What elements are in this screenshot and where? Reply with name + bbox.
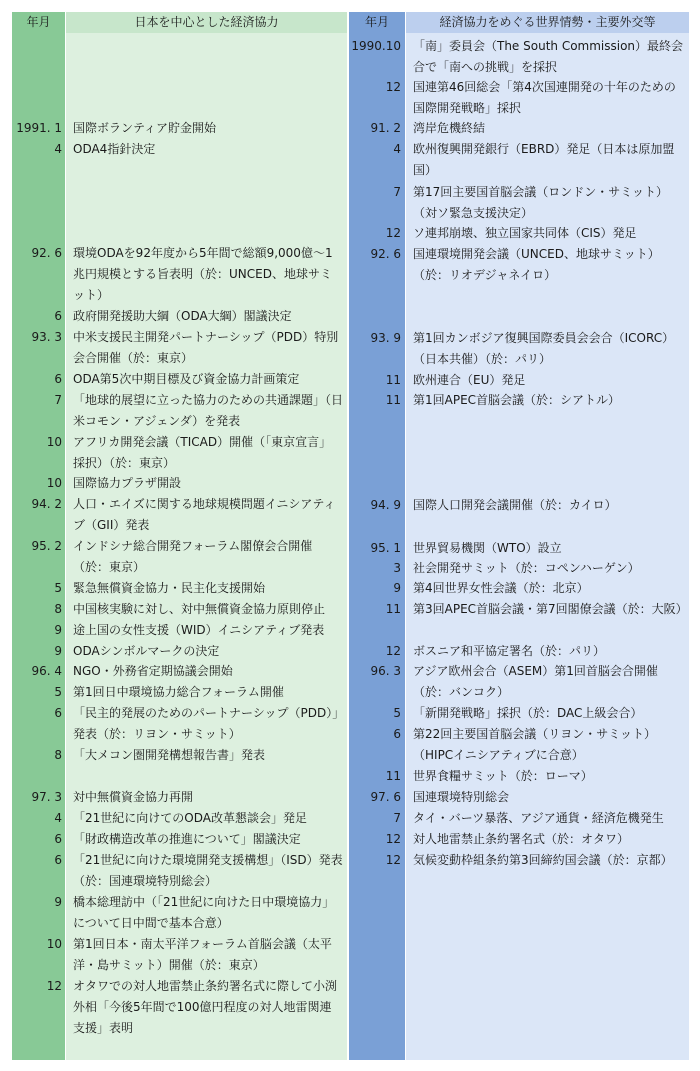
- left-event-text: オタワでの対人地雷禁止条約署名式に際して小渕外相「今後5年間で100億円程度の対人地雷関連支援」表明: [73, 979, 338, 1035]
- right-event-text: 第22回主要国首脳会議（リヨン・サミット）（HIPCイニシアティブに合意）: [413, 727, 657, 762]
- left-event-text: NGO・外務省定期協議会開始: [73, 664, 233, 678]
- right-event-text: 社会開発サミット（於：コペンハーゲン）: [413, 561, 640, 575]
- left-date-header: 年月: [12, 12, 65, 33]
- left-event-text: 第1回日本・南太平洋フォーラム首脳会議（太平洋・島サミット）開催（於：東京）: [73, 937, 332, 972]
- left-event-date: 8: [54, 602, 62, 616]
- right-event-text: 湾岸危機終結: [413, 121, 486, 135]
- right-event-text: 第17回主要国首脳会議（ロンドン・サミット）（対ソ緊急支援決定）: [413, 185, 669, 220]
- left-event-date: 96. 4: [31, 664, 62, 678]
- right-event-date: 11: [385, 373, 401, 387]
- right-event-date: 7: [393, 185, 401, 199]
- left-event-date: 1991. 1: [16, 121, 62, 135]
- right-event-date: 97. 6: [370, 790, 401, 804]
- right-event-text: 国連環境開発会議（UNCED、地球サミット）（於：リオデジャネイロ）: [413, 247, 660, 282]
- right-event-date: 11: [385, 602, 401, 616]
- left-event-text: 「財政構造改革の推進について」閣議決定: [73, 832, 301, 846]
- right-event-date: 9: [393, 581, 401, 595]
- left-event-text: 中米支援民主開発パートナーシップ（PDD）特別会合開催（於：東京）: [73, 330, 339, 365]
- right-title-header: 経済協力をめぐる世界情勢・主要外交等: [405, 12, 689, 33]
- right-event-date: 1990.10: [351, 39, 401, 53]
- left-event-date: 6: [54, 832, 62, 846]
- right-event-text: 国際人口開発会議開催（於：カイロ）: [413, 498, 617, 512]
- right-event-date: 96. 3: [370, 664, 401, 678]
- left-event-date: 9: [54, 644, 62, 658]
- right-event-text: 国連第46回総会「第4次国連開発の十年のための国際開発戦略」採択: [413, 80, 676, 115]
- left-event-date: 97. 3: [31, 790, 62, 804]
- right-event-text: 気候変動枠組条約第3回締約国会議（於：京都）: [413, 853, 673, 867]
- left-event-text: 政府開発援助大綱（ODA大綱）閣議決定: [73, 309, 292, 323]
- right-event-date: 93. 9: [370, 331, 401, 345]
- left-event-date: 10: [46, 435, 62, 449]
- right-date-column: [349, 12, 405, 1060]
- left-event-text: アフリカ開発会議（TICAD）開催（「東京宣言」採択）（於：東京）: [73, 435, 332, 470]
- left-event-date: 9: [54, 895, 62, 909]
- left-event-date: 7: [54, 393, 62, 407]
- right-event-text: 「新開発戦略」採択（於：DAC上級会合）: [413, 706, 643, 720]
- right-event-date: 7: [393, 811, 401, 825]
- left-event-date: 93. 3: [31, 330, 62, 344]
- right-event-date: 12: [385, 832, 401, 846]
- left-event-text: 「地球的展望に立った協力のための共通課題」（日米コモン・アジェンダ）を発表: [73, 393, 344, 428]
- right-event-date: 4: [393, 142, 401, 156]
- right-date-header: 年月: [349, 12, 405, 33]
- left-event-text: 対中無償資金協力再開: [73, 790, 194, 804]
- left-event-text: 第1回日中環境協力総合フォーラム開催: [73, 685, 284, 699]
- left-event-text: 「21世紀に向けてのODA改革懇談会」発足: [73, 811, 307, 825]
- right-event-text: タイ・バーツ暴落、アジア通貨・経済危機発生: [413, 811, 664, 825]
- right-event-date: 11: [385, 393, 401, 407]
- left-event-date: 5: [54, 685, 62, 699]
- left-event-date: 95. 2: [31, 539, 62, 553]
- left-event-date: 6: [54, 309, 62, 323]
- right-event-date: 12: [385, 644, 401, 658]
- left-event-text: インドシナ総合開発フォーラム閣僚会合開催（於：東京）: [73, 539, 313, 574]
- left-event-date: 8: [54, 748, 62, 762]
- right-event-text: 「南」委員会（The South Commission）最終会合で「南への挑戦」を採択: [413, 39, 684, 74]
- left-event-text: 「民主的発展のためのパートナーシップ（PDD）」発表（於：リヨン・サミット）: [73, 706, 339, 741]
- right-event-text: ボスニア和平協定署名（於：パリ）: [413, 644, 606, 658]
- left-event-date: 10: [46, 476, 62, 490]
- right-event-date: 3: [393, 561, 401, 575]
- left-event-text: 人口・エイズに関する地球規模問題イニシアティブ（GII）発表: [73, 497, 336, 532]
- left-title-header: 日本を中心とした経済協力: [65, 12, 347, 33]
- left-event-date: 9: [54, 623, 62, 637]
- left-event-text: 「21世紀に向けた環境開発支援構想」（ISD）発表（於：国連環境特別総会）: [73, 853, 343, 888]
- left-event-text: ODA第5次中期目標及び資金協力計画策定: [73, 372, 300, 386]
- left-event-date: 6: [54, 706, 62, 720]
- right-event-date: 5: [393, 706, 401, 720]
- left-event-text: 橋本総理訪中（「21世紀に向けた日中環境協力」について日中間で基本合意）: [73, 895, 335, 930]
- left-event-text: 中国核実験に対し、対中無償資金協力原則停止: [73, 602, 326, 616]
- right-event-date: 6: [393, 727, 401, 741]
- right-event-text: 第1回APEC首脳会議（於：シアトル）: [413, 393, 621, 407]
- right-event-text: アジア欧州会合（ASEM）第1回首脳会合開催（於：バンコク）: [413, 664, 658, 699]
- left-event-date: 94. 2: [31, 497, 62, 511]
- right-event-text: 第3回APEC首脳会議・第7回閣僚会議（於：大阪）: [413, 602, 688, 616]
- left-event-date: 4: [54, 142, 62, 156]
- right-event-text: 対人地雷禁止条約署名式（於：オタワ）: [413, 832, 630, 846]
- left-event-text: 国際協力プラザ開設: [73, 476, 182, 490]
- left-event-text: 「大メコン圏開発構想報告書」発表: [73, 748, 266, 762]
- right-event-text: 第1回カンボジア復興国際委員会会合（ICORC）（日本共催）（於：パリ）: [413, 331, 675, 366]
- right-event-date: 94. 9: [370, 498, 401, 512]
- right-event-date: 11: [385, 769, 401, 783]
- left-event-text: 緊急無償資金協力・民主化支援開始: [73, 581, 266, 595]
- left-event-date: 6: [54, 372, 62, 386]
- left-event-text: ODA4指針決定: [73, 142, 156, 156]
- left-event-date: 92. 6: [31, 246, 62, 260]
- right-event-text: 世界貿易機関（WTO）設立: [413, 541, 562, 555]
- right-event-date: 12: [385, 80, 401, 94]
- left-event-text: ODAシンボルマークの決定: [73, 644, 220, 658]
- left-event-text: 環境ODAを92年度から5年間で総額9,000億〜1兆円規模とする旨表明（於：UNCED、地球サミット）: [73, 246, 333, 302]
- right-event-date: 95. 1: [370, 541, 401, 555]
- right-event-text: 世界食糧サミット（於：ローマ）: [413, 769, 593, 783]
- right-event-text: 欧州復興開発銀行（EBRD）発足（日本は原加盟国）: [413, 142, 675, 177]
- right-event-date: 91. 2: [370, 121, 401, 135]
- left-event-date: 10: [46, 937, 62, 951]
- left-event-date: 4: [54, 811, 62, 825]
- right-event-date: 12: [385, 226, 401, 240]
- right-event-text: 欧州連合（EU）発足: [413, 373, 526, 387]
- right-event-text: 国連環境特別総会: [413, 790, 510, 804]
- right-event-date: 12: [385, 853, 401, 867]
- left-event-date: 12: [46, 979, 62, 993]
- right-event-date: 92. 6: [370, 247, 401, 261]
- right-event-text: 第4回世界女性会議（於：北京）: [413, 581, 589, 595]
- left-event-date: 5: [54, 581, 62, 595]
- left-event-text: 途上国の女性支援（WID）イニシアティブ発表: [73, 623, 325, 637]
- left-event-date: 6: [54, 853, 62, 867]
- left-event-text: 国際ボランティア貯金開始: [73, 121, 217, 135]
- right-event-text: ソ連邦崩壊、独立国家共同体（CIS）発足: [413, 226, 637, 240]
